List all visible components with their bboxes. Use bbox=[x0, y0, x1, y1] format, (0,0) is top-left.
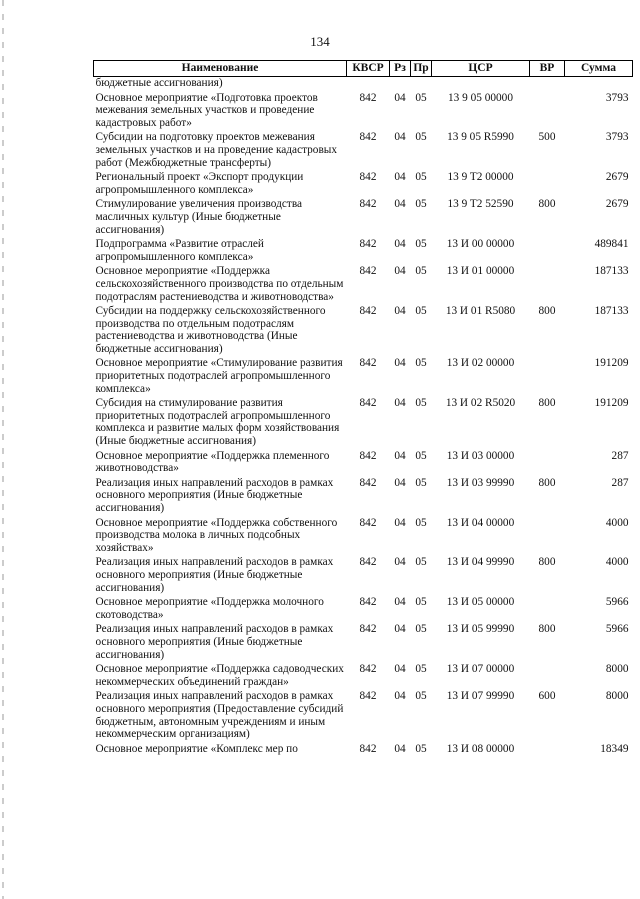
cell-pr: 05 bbox=[415, 397, 427, 410]
table-row bbox=[94, 448, 633, 475]
cell-vr: 800 bbox=[538, 397, 556, 410]
table-row bbox=[94, 515, 633, 555]
cell-rz: 04 bbox=[394, 397, 406, 410]
cell-rz: 04 bbox=[394, 556, 406, 569]
cell-rz: 04 bbox=[394, 238, 406, 251]
cell-sum: 187133 bbox=[594, 265, 629, 278]
cell-csr: 13 И 03 00000 bbox=[446, 449, 515, 462]
cell-kvsr: 842 bbox=[359, 449, 377, 462]
table-row bbox=[94, 621, 633, 661]
cell-pr: 05 bbox=[415, 449, 427, 462]
table-header-row bbox=[94, 61, 633, 77]
header-csr: ЦСР bbox=[432, 61, 530, 77]
cell-sum: 8000 bbox=[605, 690, 629, 703]
cell-rz: 04 bbox=[394, 265, 406, 278]
table-row bbox=[94, 303, 633, 355]
cell-csr: 13 И 02 00000 bbox=[446, 357, 515, 370]
cell-vr: 800 bbox=[538, 556, 556, 569]
cell-sum: 2679 bbox=[605, 198, 629, 211]
cell-sum: 4000 bbox=[605, 516, 629, 529]
table-row bbox=[94, 90, 633, 130]
cell-rz: 04 bbox=[394, 690, 406, 703]
cell-kvsr: 842 bbox=[359, 397, 377, 410]
cell-pr: 05 bbox=[415, 516, 427, 529]
table-row bbox=[94, 554, 633, 594]
table-row bbox=[94, 661, 633, 688]
cell-vr: 500 bbox=[538, 131, 556, 144]
cell-kvsr: 842 bbox=[359, 305, 377, 318]
cell-kvsr: 842 bbox=[359, 623, 377, 636]
cell-vr: 800 bbox=[538, 476, 556, 489]
cell-name: бюджетные ассигнования) bbox=[95, 77, 223, 89]
cell-name: Стимулирование увеличения производства масличных культур (Иные бюджетные ассигнования) bbox=[95, 198, 303, 236]
cell-csr: 13 9 T2 00000 bbox=[447, 171, 514, 184]
cell-name: Основное мероприятие «Подготовка проектов межевания земельных участков и проведение кадастровых работ» bbox=[95, 91, 318, 129]
cell-vr: 800 bbox=[538, 623, 556, 636]
cell-name: Основное мероприятие «Поддержка собственного производства молока в личных подсобных хозяйствах» bbox=[95, 516, 338, 554]
cell-sum: 5966 bbox=[605, 623, 629, 636]
cell-kvsr: 842 bbox=[359, 690, 377, 703]
cell-name: Основное мероприятие «Поддержка племенного животноводства» bbox=[95, 449, 330, 475]
cell-sum: 191209 bbox=[594, 397, 629, 410]
cell-name: Субсидии на подготовку проектов межевания земельных участков и на проведение кадастровых работ (Межбюджетные трансферты) bbox=[95, 131, 338, 169]
cell-pr: 05 bbox=[415, 596, 427, 609]
cell-pr: 05 bbox=[415, 663, 427, 676]
cell-csr: 13 9 05 00000 bbox=[448, 91, 513, 104]
cell-rz: 04 bbox=[394, 305, 406, 318]
cell-rz bbox=[390, 77, 411, 90]
cell-pr: 05 bbox=[415, 198, 427, 211]
cell-pr: 05 bbox=[415, 623, 427, 636]
cell-kvsr bbox=[347, 77, 390, 90]
cell-csr bbox=[432, 77, 530, 90]
header-pr: Пр bbox=[411, 61, 432, 77]
cell-rz: 04 bbox=[394, 742, 406, 755]
cell-name: Субсидии на поддержку сельскохозяйственного производства по отдельным подотраслям растениеводства и животноводства (Иные бюджетные ассигнования) bbox=[95, 305, 326, 355]
cell-vr bbox=[530, 355, 565, 395]
cell-sum: 8000 bbox=[605, 663, 629, 676]
cell-kvsr: 842 bbox=[359, 742, 377, 755]
cell-vr bbox=[530, 90, 565, 130]
cell-kvsr: 842 bbox=[359, 476, 377, 489]
cell-sum: 2679 bbox=[605, 171, 629, 184]
cell-name: Реализация иных направлений расходов в рамках основного мероприятия (Иные бюджетные ассигнования) bbox=[95, 476, 334, 514]
cell-kvsr: 842 bbox=[359, 198, 377, 211]
cell-rz: 04 bbox=[394, 623, 406, 636]
cell-sum: 3793 bbox=[605, 131, 629, 144]
cell-csr: 13 И 01 R5080 bbox=[445, 305, 516, 318]
cell-rz: 04 bbox=[394, 131, 406, 144]
cell-sum: 489841 bbox=[594, 238, 629, 251]
header-kvsr: КВСР bbox=[347, 61, 390, 77]
cell-sum: 287 bbox=[611, 449, 629, 462]
cell-kvsr: 842 bbox=[359, 91, 377, 104]
cell-rz: 04 bbox=[394, 476, 406, 489]
cell-csr: 13 И 02 R5020 bbox=[445, 397, 516, 410]
cell-csr: 13 9 05 R5990 bbox=[447, 131, 514, 144]
cell-rz: 04 bbox=[394, 596, 406, 609]
cell-csr: 13 И 04 99990 bbox=[446, 556, 515, 569]
cell-name: Основное мероприятие «Стимулирование развития приоритетных подотраслей агропромышленного комплекса» bbox=[95, 357, 343, 395]
cell-name: Основное мероприятие «Поддержка сельскохозяйственного производства по отдельным подотраслям растениеводства и животноводства» bbox=[95, 265, 344, 303]
cell-kvsr: 842 bbox=[359, 357, 377, 370]
cell-rz: 04 bbox=[394, 516, 406, 529]
cell-csr: 13 И 05 00000 bbox=[446, 596, 515, 609]
cell-rz: 04 bbox=[394, 171, 406, 184]
cell-vr bbox=[530, 169, 565, 196]
cell-vr bbox=[530, 263, 565, 303]
cell-rz: 04 bbox=[394, 449, 406, 462]
cell-kvsr: 842 bbox=[359, 556, 377, 569]
cell-rz: 04 bbox=[394, 663, 406, 676]
cell-csr: 13 И 08 00000 bbox=[446, 742, 515, 755]
cell-name: Реализация иных направлений расходов в рамках основного мероприятия (Иные бюджетные ассигнования) bbox=[95, 623, 334, 661]
cell-name: Основное мероприятие «Комплекс мер по bbox=[95, 742, 298, 755]
cell-pr: 05 bbox=[415, 742, 427, 755]
cell-rz: 04 bbox=[394, 357, 406, 370]
budget-table bbox=[93, 60, 633, 755]
cell-sum: 3793 bbox=[605, 91, 629, 104]
cell-pr: 05 bbox=[415, 171, 427, 184]
cell-pr: 05 bbox=[415, 238, 427, 251]
header-sum: Сумма bbox=[565, 61, 633, 77]
cell-sum bbox=[565, 77, 633, 90]
cell-csr: 13 9 T2 52590 bbox=[447, 198, 514, 211]
cell-name: Основное мероприятие «Поддержка садоводческих некоммерческих объединений граждан» bbox=[95, 663, 344, 688]
cell-csr: 13 И 07 00000 bbox=[446, 663, 515, 676]
table-row bbox=[94, 169, 633, 196]
cell-sum: 5966 bbox=[605, 596, 629, 609]
cell-name: Основное мероприятие «Поддержка молочного скотоводства» bbox=[95, 596, 324, 621]
cell-vr bbox=[530, 236, 565, 263]
cell-vr bbox=[530, 661, 565, 688]
cell-vr: 800 bbox=[538, 198, 556, 211]
table-row bbox=[94, 355, 633, 395]
cell-name: Субсидия на стимулирование развития приоритетных подотраслей агропромышленного комплекса и развитие малых форм хозяйствования (Иные бюджетные ассигнования) bbox=[95, 397, 340, 448]
cell-vr: 800 bbox=[538, 305, 556, 318]
cell-csr: 13 И 03 99990 bbox=[446, 476, 515, 489]
cell-vr bbox=[530, 594, 565, 621]
cell-pr bbox=[411, 77, 432, 90]
cell-vr bbox=[530, 515, 565, 555]
cell-sum: 4000 bbox=[605, 556, 629, 569]
cell-vr bbox=[530, 741, 565, 756]
cell-sum: 191209 bbox=[594, 357, 629, 370]
cell-sum: 18349 bbox=[600, 742, 629, 755]
cell-kvsr: 842 bbox=[359, 516, 377, 529]
cell-pr: 05 bbox=[415, 690, 427, 703]
cell-csr: 13 И 05 99990 bbox=[446, 623, 515, 636]
cell-pr: 05 bbox=[415, 131, 427, 144]
cell-csr: 13 И 01 00000 bbox=[446, 265, 515, 278]
cell-kvsr: 842 bbox=[359, 238, 377, 251]
cell-pr: 05 bbox=[415, 556, 427, 569]
cell-sum: 287 bbox=[611, 476, 629, 489]
cell-name: Подпрограмма «Развитие отраслей агропромышленного комплекса» bbox=[95, 238, 264, 263]
page-number: 134 bbox=[310, 34, 330, 49]
header-vr: ВР bbox=[530, 61, 565, 77]
table-row bbox=[94, 236, 633, 263]
cell-pr: 05 bbox=[415, 265, 427, 278]
header-rz: Рз bbox=[390, 61, 411, 77]
cell-csr: 13 И 04 00000 bbox=[446, 516, 515, 529]
cell-name: Региональный проект «Экспорт продукции агропромышленного комплекса» bbox=[95, 171, 304, 196]
table-row bbox=[94, 688, 633, 740]
cell-name: Реализация иных направлений расходов в рамках основного мероприятия (Предоставление субсидий бюджетным, автономным учреждениям и иным некоммерческим организациям) bbox=[95, 690, 344, 741]
table-row bbox=[94, 77, 633, 90]
cell-vr: 600 bbox=[538, 690, 556, 703]
table-row bbox=[94, 741, 633, 756]
table-row bbox=[94, 196, 633, 236]
cell-csr: 13 И 00 00000 bbox=[446, 238, 515, 251]
cell-kvsr: 842 bbox=[359, 596, 377, 609]
cell-rz: 04 bbox=[394, 198, 406, 211]
cell-name: Реализация иных направлений расходов в рамках основного мероприятия (Иные бюджетные ассигнования) bbox=[95, 556, 334, 594]
table-row bbox=[94, 594, 633, 621]
table-row bbox=[94, 395, 633, 447]
cell-pr: 05 bbox=[415, 305, 427, 318]
cell-pr: 05 bbox=[415, 476, 427, 489]
cell-sum: 187133 bbox=[594, 305, 629, 318]
table-row bbox=[94, 475, 633, 515]
scan-edge bbox=[2, 0, 4, 899]
cell-pr: 05 bbox=[415, 91, 427, 104]
header-name: Наименование bbox=[94, 61, 347, 77]
cell-csr: 13 И 07 99990 bbox=[446, 690, 515, 703]
table-row bbox=[94, 263, 633, 303]
table-row bbox=[94, 129, 633, 169]
table-body bbox=[94, 77, 633, 756]
cell-rz: 04 bbox=[394, 91, 406, 104]
cell-kvsr: 842 bbox=[359, 131, 377, 144]
cell-kvsr: 842 bbox=[359, 171, 377, 184]
cell-pr: 05 bbox=[415, 357, 427, 370]
cell-vr bbox=[530, 448, 565, 475]
cell-kvsr: 842 bbox=[359, 265, 377, 278]
cell-vr bbox=[530, 77, 565, 90]
cell-kvsr: 842 bbox=[359, 663, 377, 676]
